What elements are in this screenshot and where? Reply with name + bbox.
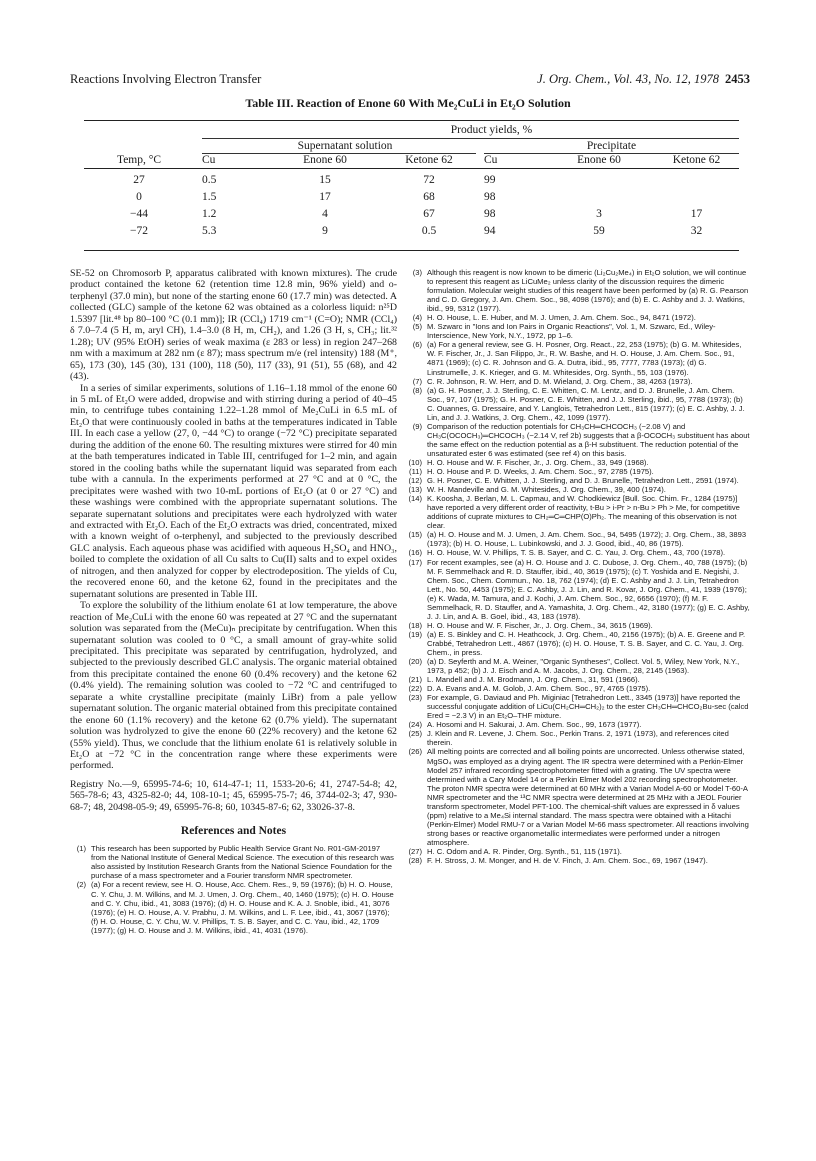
reference-text: L. Mandell and J. M. Brodmann, J. Org. Chem., 31, 591 (1966). xyxy=(427,675,640,685)
reference-number: (8) xyxy=(412,385,422,395)
table-cell: 59 xyxy=(593,225,605,237)
reference-item xyxy=(406,485,750,494)
reference-item xyxy=(406,675,750,684)
reference-number: (13) xyxy=(408,485,422,495)
reference-text: (a) For a general review, see G. H. Posner, Org. React., 22, 253 (1975); (b) G. M. Whitesides, W. F. Fischer, Jr., J. San Filippo, Jr., R. W. Bashe, and H. O. House, J. Am. Chem. Soc., 91, 4871 (1969); (c) C. R. Johnson and G. A. Dutra, ibid., 95, 7777, 7783 (1973); (d) G. Linstrumelle, J. K. Krieger, and G. M. Whitesides, Org. Synth., 55, 103 (1976). xyxy=(427,340,742,377)
reference-number: (11) xyxy=(409,467,422,477)
reference-text: (a) H. O. House and M. J. Umen, J. Am. Chem. Soc., 94, 5495 (1972); J. Org. Chem., 38, 3893 (1973); (b) H. O. House, L. Lubinkowski, and J. J. Good, ibid., 40, 86 (1975). xyxy=(427,530,747,549)
reference-text: W. H. Mandeville and G. M. Whitesides, J. Org. Chem., 39, 400 (1974). xyxy=(427,485,666,495)
reference-number: (1) xyxy=(76,844,86,854)
column-header: Enone 60 xyxy=(303,154,347,166)
table-row-temp: −44 xyxy=(130,208,148,220)
reference-item xyxy=(406,720,750,729)
reference-item xyxy=(70,880,397,934)
reference-item xyxy=(406,467,750,476)
table-cell: 98 xyxy=(484,208,496,220)
reference-number: (20) xyxy=(408,657,422,667)
table-row-temp: 27 xyxy=(133,174,145,186)
reference-number: (9) xyxy=(412,421,422,431)
reference-text: (a) D. Seyferth and M. A. Weiner, "Organic Syntheses", Collect. Vol. 5, Wiley, New York, N.Y., 1973, p 452; (b) J. J. Eisch and A. M. Jacobs, J. Org. Chem., 28, 2145 (1963). xyxy=(427,657,740,676)
reference-number: (23) xyxy=(408,693,422,703)
column-header: Cu xyxy=(202,154,216,166)
table-cell: 99 xyxy=(484,174,496,186)
reference-item xyxy=(406,530,750,548)
reference-item xyxy=(406,494,750,530)
reference-number: (7) xyxy=(412,376,422,386)
reference-number: (14) xyxy=(408,494,422,504)
reference-item xyxy=(406,657,750,675)
table-cell: 15 xyxy=(319,174,331,186)
reference-text: (a) G. H. Posner, J. J. Sterling, C. E. Whitten, C. M. Lentz, and D. J. Brunelle, J. Am. Chem. Soc., 97, 107 (1975); G. H. Posner, C. E. Whitten, and J. J. Sterling, ibid., 95, 7788 (1973); (b) C. Ouannes, G. Dressaire, and Y. Langlois, Tetrahedron Lett., 815 (1977); (c) E. C. Ashby, J. J. Lin, and J. J. Watkins, J. Org. Chem., 42, 1099 (1977). xyxy=(427,385,745,422)
references-right xyxy=(406,268,750,865)
reference-item xyxy=(406,548,750,557)
table-cell: 67 xyxy=(423,208,435,220)
reference-number: (6) xyxy=(412,340,422,350)
table-row-temp: −72 xyxy=(130,225,148,237)
right-column xyxy=(406,268,750,865)
reference-item xyxy=(406,630,750,657)
reference-item xyxy=(406,422,750,458)
reference-number: (4) xyxy=(412,313,422,323)
body-paragraph-2: In a series of similar experiments, solutions of 1.16–1.18 mmol of the enone 60 in 5 mL of Et₂O were added, dropwise and with stirring during a period of 40–45 min, to centrifuge tubes containing 1.22–1.28 mmol of Me₂CuLi in 6.5 mL of Et₂O that were continuously cooled in baths at the temperatures indicated in Table III. In each case a yellow (27, 0, −44 °C) to orange (−72 °C) precipitate separated during the addition of the enone 60. The resulting mixtures were stirred for 40 min at the bath temperatures indicated in Table III, centrifuged for 1–2 min, and again stored in the cooling baths while the supernatant liquid was separated from each tube with a cannula. In the experiments performed at 27 °C and at 0 °C, the precipitates were washed with two 10-mL portions of Et₂O (at 0 or 27 °C) and these washings were combined with the appropriate supernatant solutions. The separate supernatant solutions and precipitates were each hydrolyzed with water and extracted with Et₂O. Each of the Et₂O extracts was dried, concentrated, mixed with a known weight of o-terphenyl, and subjected to the previously described GLC analysis. Each aqueous phase was acidified with aqueous H₂SO₄ and HNO₃, boiled to complete the oxidation of all Cu salts to Cu(II) salts and to expel oxides of nitrogen, and then analyzed for copper by electrodeposition. The yields of Cu, the recovered enone 60, and the ketone 62, found in the precipitates and the supernatant solutions are presented in Table III. xyxy=(70,382,397,600)
column-header: Ketone 62 xyxy=(405,154,453,166)
reference-number: (10) xyxy=(408,457,422,467)
reference-number: (15) xyxy=(408,530,422,540)
reference-text: For recent examples, see (a) H. O. House and J. C. Dubose, J. Org. Chem., 40, 788 (1975); (b) M. F. Semmelhack and R. D. Stauffer, ibid., 40, 3619 (1975); (c) T. Yoshida and E. Negishi, J. Chem. Soc., Chem. Commun., No. 18, 762 (1974); (d) E. C. Ashby and J. J. Lin, Tetrahedron Lett., No. 50, 4453 (1975); E. C. Ashby, J. J. Lin, and R. Kovar, J. Org. Chem., 41, 1939 (1976); (e) K. Wada, M. Tamura, and J. Kochi, J. Am. Chem. Soc., 92, 6656 (1970); (f) M. F. Semmelhack, R. D. Stauffer, and A. Yamashita, J. Org. Chem., 42, 3180 (1977); (g) E. C. Ashby, J. J. Lin, and A. B. Goel, ibid., 43, 183 (1978). xyxy=(427,557,750,621)
reference-item xyxy=(406,458,750,467)
reference-number: (28) xyxy=(408,856,422,866)
temp-header: Temp, °C xyxy=(116,154,162,166)
table-title: Table III. Reaction of Enone 60 With Me₂CuLi in Et₂O Solution xyxy=(245,96,571,110)
precipitate-header: Precipitate xyxy=(586,140,637,152)
table-cell: 1.2 xyxy=(202,208,217,220)
results-table xyxy=(84,112,739,252)
reference-number: (16) xyxy=(408,548,422,558)
reference-text: K. Koosha, J. Berlan, M. L. Capmau, and W. Chodkiewicz [Bull. Soc. Chim. Fr., 1284 (1975)] have reported a very different order of reactivity, t-Bu > i-Pr > n-Bu > Ph > Me, for competitive additions of cuprate mixtures to CH₂═C═CHP(O)Ph₂. The meaning of this observation is not clear. xyxy=(427,494,740,531)
reference-text: All melting points are corrected and all boiling points are uncorrected. Unless otherwise stated, MgSO₄ was employed as a drying agent. The IR spectra were determined with a Perkin-Elmer Model 257 infrared recording spectrophotometer fitted with a grating. The UV spectra were determined with a Cary Model 14 or a Perkin Elmer Model 202 recording spectrophotometer. The proton NMR spectra were determined at 60 MHz with a Varian Model A-60 or Model T-60-A NMR spectrometer and the ¹³C NMR spectra were determined at 25 MHz with a JEOL Fourier transform spectrometer, Model PFT-100. The chemical-shift values are expressed in δ values (ppm) relative to a Me₄Si internal standard. The mass spectra were obtained with a Hitachi (Perkin-Elmer) Model RMU-7 or a Varian Model M-66 mass spectrometer. All reactions involving strong bases or reactive organometallic intermediates were performed under a nitrogen atmosphere. xyxy=(427,747,749,847)
table-cell: 32 xyxy=(690,225,703,237)
reference-number: (17) xyxy=(408,557,422,567)
reference-number: (19) xyxy=(408,629,422,639)
reference-text: H. O. House and W. F. Fischer, Jr., J. Org. Chem., 34, 3615 (1969). xyxy=(427,620,653,630)
reference-item xyxy=(406,729,750,747)
reference-number: (2) xyxy=(76,880,86,890)
reference-text: H. O. House, L. E. Huber, and M. J. Umen, J. Am. Chem. Soc., 94, 8471 (1972). xyxy=(427,313,696,323)
reference-item xyxy=(406,558,750,621)
table-cell: 4 xyxy=(322,208,328,220)
table-bottom-rule xyxy=(84,250,739,251)
reference-text: G. H. Posner, C. E. Whitten, J. J. Sterling, and D. J. Brunelle, Tetrahedron Lett., 2591 (1974). xyxy=(427,476,739,486)
references-left xyxy=(70,844,397,934)
page-number: 2453 xyxy=(725,72,750,86)
reference-item xyxy=(406,313,750,322)
product-yields-header: Product yields, % xyxy=(450,124,533,136)
table-cell: 98 xyxy=(484,191,496,203)
reference-text: For example, G. Daviaud and Ph. Miginiac [Tetrahedron Lett., 3345 (1973)] have reported the successful conjugate addition of LiCu(CH₂CH═CH₂)₂ to the ester CH₃CH═CHCO₂Bu-sec (calcd Ered = −2.3 V) in an Et₂O–THF mixture. xyxy=(427,693,749,721)
supernatant-header: Supernatant solution xyxy=(297,140,393,152)
reference-text: Although this reagent is now known to be dimeric (Li₂Cu₂Me₄) in Et₂O solution, we will continue to represent this reagent as LiCuMe₂ unless clarity of the discussion requires the dimeric formulation. Molecular weight studies of this reagent have been performed by (a) R. G. Pearson and C. D. Gregory, J. Am. Chem. Soc., 98, 4098 (1976); and (b) E. C. Ashby and J. J. Watkins, ibid., 99, 5312 (1977). xyxy=(427,268,749,314)
reference-item xyxy=(406,621,750,630)
reference-text: (a) For a recent review, see H. O. House, Acc. Chem. Res., 9, 59 (1976); (b) H. O. House, C. Y. Chu, J. M. Wilkins, and M. J. Umen, J. Org. Chem., 40, 1460 (1975); (c) H. O. House and C. Y. Chu, ibid., 41, 3083 (1976); (d) H. O. House and K. A. J. Snoble, ibid., 41, 3076 (1976); (e) H. O. House, A. V. Prabhu, J. M. Wilkins, and L. F. Lee, ibid., 41, 3067 (1976); (f) H. O. House, C. Y. Chu, W. V. Phillips, T. S. B. Sayer, and C. C. Yau, ibid., 42, 1709 (1977); (g) H. O. House and J. M. Wilkins, ibid., 41, 4031 (1976). xyxy=(91,880,394,935)
body-paragraph-1: SE-52 on Chromosorb P, apparatus calibrated with known mixtures). The crude product contained the ketone 62 (retention time 12.8 min, 96% yield) and o-terphenyl (37.0 min), but none of the starting enone 60 (17.7 min) was detected. A collected (GLC) sample of the ketone 62 was obtained as a colorless liquid: n²⁵D 1.5397 [lit.⁴⁸ bp 80–100 °C (0.1 mm)]; IR (CCl₄) 1719 cm⁻¹ (C=O); NMR (CCl₄) δ 7.0–7.4 (5 H, m, aryl CH), 1.4–3.0 (8 H, m, CH₂), and 1.26 (3 H, s, CH₃; lit.³² 1.28); UV (95% EtOH) series of weak maxima (ε 283 or less) in region 247–268 nm with a maximum at 282 nm (ε 87); mass spectrum m/e (rel intensity) 188 (M⁺, 65), 173 (30), 145 (30), 131 (100), 118 (50), 117 (33), 91 (51), 55 (68), and 42 (43). xyxy=(70,268,397,383)
left-column xyxy=(70,268,397,935)
reference-text: A. Hosomi and H. Sakurai, J. Am. Chem. Soc., 99, 1673 (1977). xyxy=(427,720,642,730)
reference-text: Comparison of the reduction potentials for CH₃CH═CHCOCH₃ (−2.08 V) and CH₃C(OCOCH₃)═CHCOCH₃ (−2.14 V, ref 2b) suggests that a β-OCOCH₃ substituent has about the same effect on the reduction potential as a β-H substituent. The reduction potential of the unsaturated ester 6 was estimated (see ref 4) on this basis. xyxy=(427,421,750,458)
table-header-rule xyxy=(84,168,739,169)
reference-text: C. R. Johnson, R. W. Herr, and D. M. Wieland, J. Org. Chem., 38, 4263 (1973). xyxy=(427,376,693,386)
reference-number: (12) xyxy=(408,476,422,486)
table-cell: 0.5 xyxy=(421,225,437,237)
reference-text: H. O. House and P. D. Weeks, J. Am. Chem. Soc., 97, 2785 (1975). xyxy=(427,467,654,477)
journal-citation: J. Org. Chem., Vol. 43, No. 12, 1978 xyxy=(537,72,719,86)
reference-text: D. A. Evans and A. M. Golob, J. Am. Chem. Soc., 97, 4765 (1975). xyxy=(427,684,651,694)
reference-number: (24) xyxy=(408,720,422,730)
reference-text: H. C. Odom and A. R. Pinder, Org. Synth., 51, 115 (1971). xyxy=(427,847,622,856)
reference-number: (27) xyxy=(408,847,422,856)
reference-number: (3) xyxy=(412,268,422,277)
table-row-temp: 0 xyxy=(136,191,142,203)
reference-number: (21) xyxy=(408,675,422,685)
column-header: Ketone 62 xyxy=(672,154,721,166)
running-header-title: Reactions Involving Electron Transfer xyxy=(70,72,262,86)
table-cell: 17 xyxy=(319,191,331,203)
reference-item xyxy=(406,476,750,485)
reference-item xyxy=(406,377,750,386)
reference-text: (a) E. S. Binkley and C. H. Heathcock, J. Org. Chem., 40, 2156 (1975); (b) A. E. Greene and P. Crabbé, Tetrahedron Lett., 4867 (1976); (c) H. O. House, T. S. B. Sayer, and C. C. Yau, J. Org. Chem., in press. xyxy=(427,629,746,657)
reference-number: (5) xyxy=(412,322,422,332)
reference-item xyxy=(406,747,750,847)
registry-numbers: Registry No.—9, 65995-74-6; 10, 614-47-1; 11, 1533-20-6; 41, 2747-54-8; 42, 565-78-6; 43, 4325-82-0; 44, 108-10-1; 45, 65995-75-7; 46, 3744-02-3; 47, 930-68-7; 48, 20498-05-9; 49, 65995-76-8; 60, 10345-87-6; 62, 33026-37-8. xyxy=(70,778,397,813)
reference-text: F. H. Stross, J. M. Monger, and H. de V. Finch, J. Am. Chem. Soc., 69, 1967 (1947). xyxy=(427,856,708,866)
reference-item xyxy=(406,386,750,422)
table-cell: 5.3 xyxy=(202,225,217,237)
body-paragraph-3: To explore the solubility of the lithium enolate 61 at low temperature, the above reaction of Me₂CuLi with the enone 60 was repeated at 27 °C and the supernatant solution was separated from the (MeCu)ₙ precipitate by centrifugation. When this supernatant solution was cooled to 0 °C, a small amount of gray-white solid precipitated. This precipitate was separated by centrifugation, hydrolyzed, and subjected to the previously described GLC analysis. The organic material obtained from this precipitate contained the enone 60 (0.4% recovery) and the ketone 62 (0.4% yield). The remaining solution was cooled to −72 °C and centrifuged to separate a white crystalline precipitate (mainly LiBr) from a pale yellow supernatant solution. The organic material obtained from this precipitate contained the enone 60 (1.1% recovery) and the ketone 62 (0.7% yield). The supernatant solution was hydrolyzed to give the enone 60 (22% recovery) and the ketone 62 (55% yield). Thus, we conclude that the lithium enolate 61 is relatively soluble in Et₂O at −72 °C in the concentration range where these experiments were performed. xyxy=(70,600,397,772)
table-cell: 17 xyxy=(690,208,703,220)
column-header: Cu xyxy=(484,154,498,166)
reference-item xyxy=(406,847,750,856)
reference-text: This research has been supported by Public Health Service Grant No. R01-GM-20197 from the National Institute of General Medical Science. The execution of this research was also assisted by Institution Research Grants from the National Science Foundation for the purchase of a mass spectrometer and a Fourier transform NMR spectrometer. xyxy=(91,844,394,881)
reference-item xyxy=(406,340,750,376)
table-cell: 68 xyxy=(423,191,435,203)
table-cell: 9 xyxy=(322,225,328,237)
table-top-rule xyxy=(84,120,739,121)
reference-item xyxy=(70,844,397,880)
reference-text: J. Klein and R. Levene, J. Chem. Soc., Perkin Trans. 2, 1971 (1973), and references cited therein. xyxy=(427,729,729,748)
running-header-journal xyxy=(537,72,750,87)
reference-item xyxy=(406,693,750,720)
reference-number: (22) xyxy=(408,684,422,694)
table-cell: 3 xyxy=(596,208,602,220)
reference-item xyxy=(406,268,750,313)
reference-text: H. O. House and W. F. Fischer, Jr., J. Org. Chem., 33, 949 (1968). xyxy=(427,457,649,467)
reference-text: M. Szwarc in "Ions and Ion Pairs in Organic Reactions", Vol. 1, M. Szwarc, Ed., Wiley-Interscience, New York, N.Y., 1972, pp 1–6. xyxy=(427,322,716,341)
reference-number: (26) xyxy=(408,747,422,757)
table-cell: 0.5 xyxy=(202,174,217,186)
references-heading: References and Notes xyxy=(180,825,287,838)
product-yields-rule xyxy=(202,138,739,139)
reference-item xyxy=(406,856,750,865)
reference-number: (25) xyxy=(408,729,422,739)
reference-item xyxy=(406,322,750,340)
reference-item xyxy=(406,684,750,693)
column-header: Enone 60 xyxy=(577,154,621,166)
table-cell: 94 xyxy=(484,225,496,237)
reference-text: H. O. House, W. V. Phillips, T. S. B. Sayer, and C. C. Yau, J. Org. Chem., 43, 700 (1978). xyxy=(427,548,726,558)
reference-number: (18) xyxy=(408,620,422,630)
table-cell: 72 xyxy=(423,174,435,186)
table-cell: 1.5 xyxy=(202,191,217,203)
